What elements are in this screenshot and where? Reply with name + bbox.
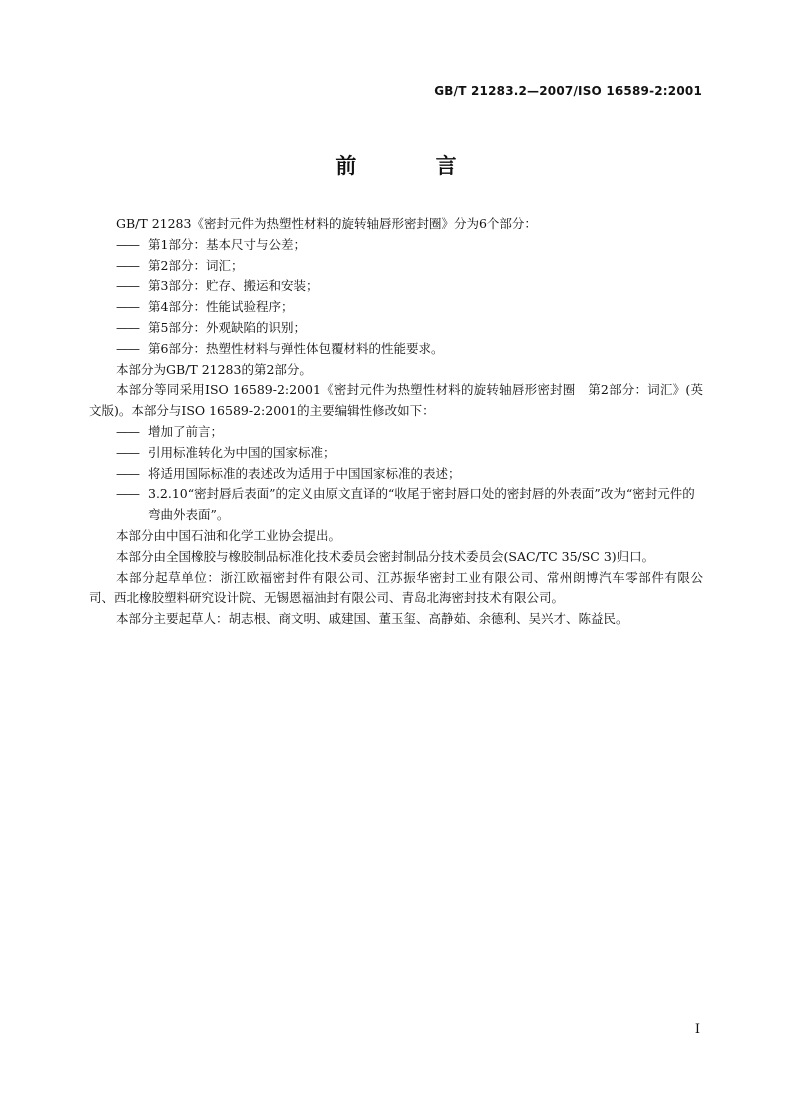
dash-marker: —— [116,319,139,335]
page-title: 前 言 [335,154,493,178]
list-item-part-3 [89,276,703,297]
dash-marker: —— [116,236,139,252]
dash-marker: —— [116,257,139,273]
list-item-text: 第5部分：外观缺陷的识别； [148,319,306,335]
list-item-text: 第4部分：性能试验程序； [148,299,294,315]
dash-marker: —— [116,299,139,315]
dash-marker: —— [116,486,139,502]
intro-paragraph: GB/T 21283《密封元件为热塑性材料的旋转轴唇形密封圈》分为6个部分： [116,216,537,231]
list-item-text: 3.2.10“密封唇后表面”的定义由原文直译的“收尾于密封唇口处的密封唇的外表面”改为“密封元件的弯曲外表面”。 [148,486,695,523]
standard-code-header: GB/T 21283.2—2007/ISO 16589-2:2001 [434,84,702,98]
dash-marker: —— [116,278,139,294]
list-item-part-6 [89,339,703,360]
list-item-part-5 [89,318,703,339]
page-number: I [694,1022,700,1037]
part-statement-paragraph: 本部分为GB/T 21283的第2部分。 [116,361,312,377]
list-item-part-2 [89,256,703,277]
list-item-change-2 [89,443,703,464]
list-item-text: 第3部分：贮存、搬运和安装； [148,278,319,294]
dash-marker: —— [116,444,139,460]
list-item-change-4 [89,484,703,526]
list-item-text: 引用标准转化为中国的国家标准； [148,444,336,460]
responsible-committee-paragraph: 本部分由全国橡胶与橡胶制品标准化技术委员会密封制品分技术委员会(SAC/TC 35/SC 3)归口。 [116,548,655,564]
dash-marker: —— [116,423,139,439]
drafters-paragraph: 本部分主要起草人：胡志根、商文明、戚建国、董玉玺、高静茹、余德利、吴兴才、陈益民。 [116,611,629,627]
list-item-text: 增加了前言； [148,423,224,439]
list-item-text: 第1部分：基本尺寸与公差； [148,236,306,252]
foreword-body [89,214,703,630]
list-item-text: 第6部分：热塑性材料与弹性体包覆材料的性能要求。 [148,340,444,356]
dash-marker: —— [116,340,139,356]
dash-marker: —— [116,465,139,481]
list-item-text: 将适用国际标准的表述改为适用于中国国家标准的表述； [148,465,461,481]
proposer-paragraph: 本部分由中国石油和化学工业协会提出。 [116,527,342,543]
list-item-part-1 [89,235,703,256]
drafting-units-paragraph: 本部分起草单位：浙江欧福密封件有限公司、江苏振华密封工业有限公司、常州朗博汽车零部件有限公司、西北橡胶塑料研究设计院、无锡恩福油封有限公司、青岛北海密封技术有限公司。 [89,569,703,606]
list-item-change-1 [89,422,703,443]
list-item-change-3 [89,464,703,485]
list-item-text: 第2部分：词汇； [148,257,244,273]
adoption-paragraph: 本部分等同采用ISO 16589-2:2001《密封元件为热塑性材料的旋转轴唇形密封圈 第2部分：词汇》(英文版)。本部分与ISO 16589-2:2001的主要编辑性修改如下： [89,382,703,419]
list-item-part-4 [89,297,703,318]
